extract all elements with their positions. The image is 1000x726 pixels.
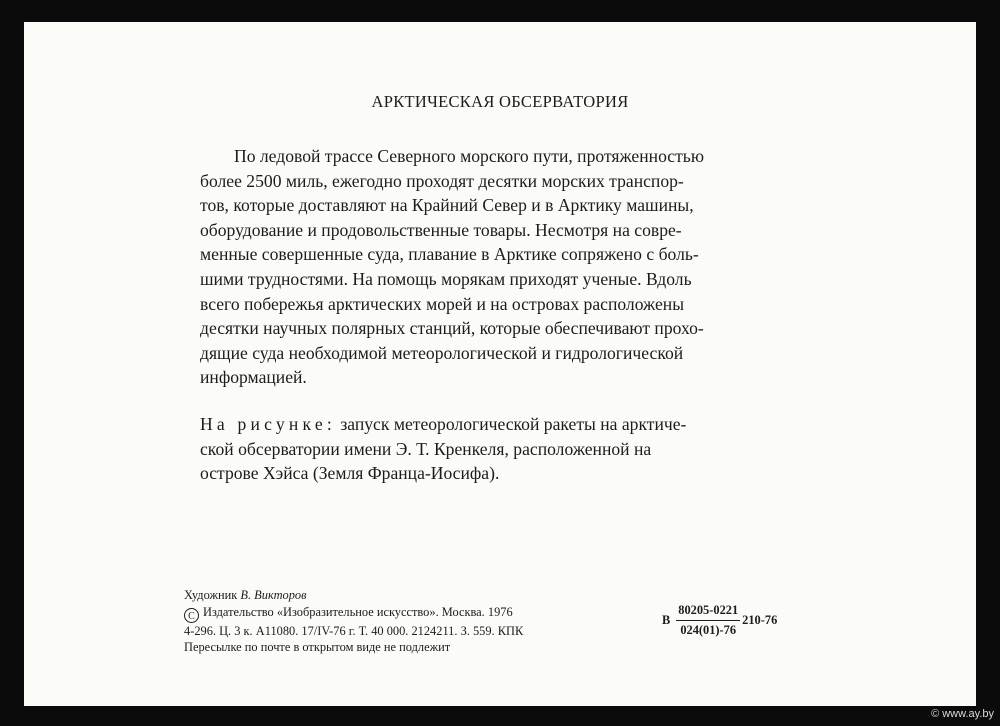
body-line: менные совершенные суда, плавание в Арктике сопряжено с боль-: [200, 244, 699, 265]
page-title: АРКТИЧЕСКАЯ ОБСЕРВАТОРИЯ: [371, 92, 629, 111]
catalog-code: [662, 603, 777, 638]
publisher-imprint: [184, 587, 523, 656]
caption-line: острове Хэйса (Земля Франца-Иосифа).: [200, 463, 500, 484]
postcard-back: [24, 22, 976, 706]
body-line: дящие суда необходимой метеорологической и гидрологической: [200, 342, 684, 363]
body-line: По ледовой трассе Северного морского пути, протяженностью: [234, 146, 704, 166]
watermark: © www.ay.by: [931, 708, 994, 720]
description-text: [200, 144, 794, 390]
body-line: всего побережья арктических морей и на островах расположены: [200, 293, 685, 314]
publisher-line: [184, 604, 523, 623]
caption-line: ской обсерватории имени Э. Т. Кренкеля, расположенной на: [200, 438, 652, 459]
order-line: 4-296. Ц. 3 к. А11080. 17/IV-76 г. Т. 40 000. 2124211. З. 559. КПК: [184, 623, 524, 638]
caption-lead: На рисунке:: [200, 414, 336, 434]
artist-name: В. Викторов: [240, 588, 307, 602]
artist-credit: [184, 587, 523, 604]
publisher-name: Издательство «Изобразительное искусство». Москва. 1976: [203, 604, 513, 619]
body-line: десятки научных полярных станций, которые обеспечивают прохо-: [200, 318, 704, 339]
postal-note: Пересылке по почте в открытом виде не подлежит: [184, 640, 451, 654]
image-caption: [200, 412, 794, 486]
caption-text: запуск метеорологической ракеты на арктиче-: [335, 414, 687, 434]
body-line: более 2500 миль, ежегодно проходят десятки морских транспор-: [200, 170, 684, 191]
catalog-numerator: 80205-0221: [676, 603, 740, 621]
body-line: оборудование и продовольственные товары. Несмотря на совре-: [200, 219, 682, 240]
body-line: тов, которые доставляют на Крайний Север и в Арктику машины,: [200, 195, 694, 216]
body-line: информацией.: [200, 367, 307, 388]
caption-line: [200, 412, 794, 437]
body-line: шими трудностями. На помощь морякам приходят ученые. Вдоль: [200, 268, 692, 289]
artist-label: Художник: [184, 588, 238, 602]
copyright-icon: C: [184, 608, 199, 623]
catalog-denominator: 024(01)-76: [680, 623, 737, 637]
catalog-suffix: 210-76: [742, 613, 778, 627]
catalog-fraction: [676, 603, 740, 638]
catalog-prefix: В: [662, 613, 671, 627]
